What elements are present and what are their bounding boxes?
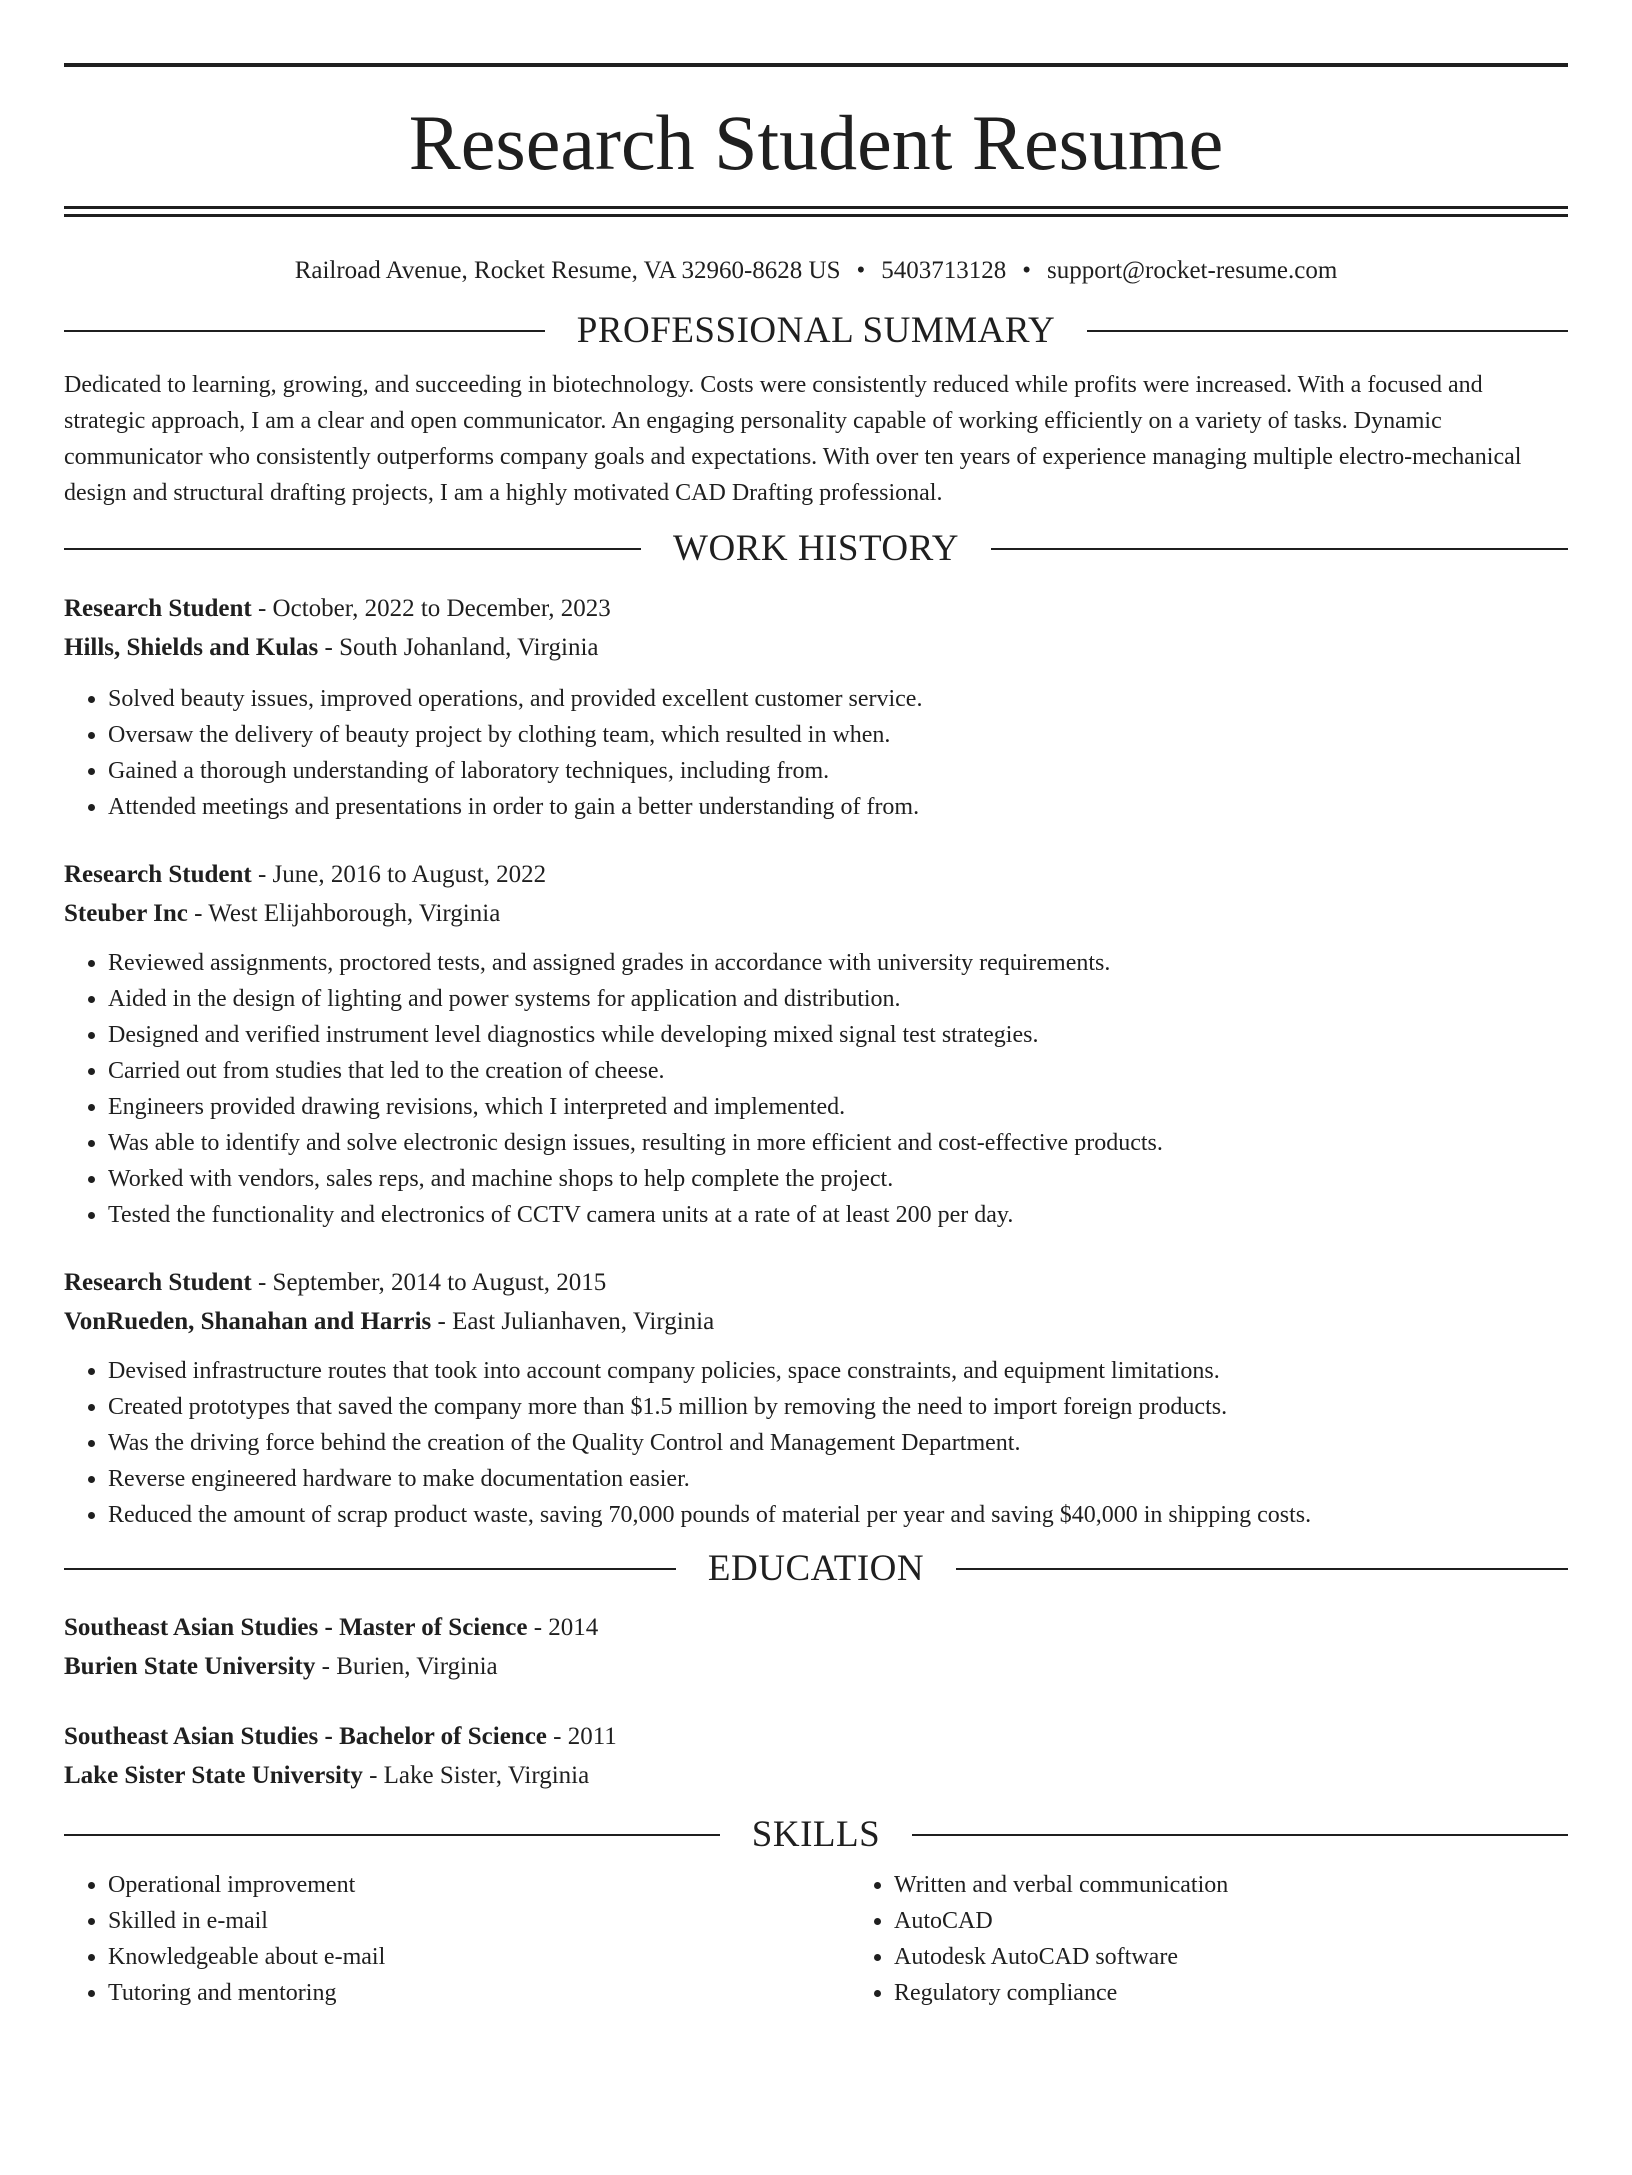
education-year: - 2014 (527, 1614, 599, 1641)
job-company: Steuber Inc (64, 900, 188, 927)
contact-address: Railroad Avenue, Rocket Resume, VA 32960-8628 US (294, 257, 841, 284)
heading-rule (64, 1568, 676, 1570)
education-year: - 2011 (546, 1723, 617, 1750)
list-item: • Attended meetings and presentations in order to gain a better understanding of from. (108, 789, 1568, 825)
job-dates: - September, 2014 to August, 2015 (251, 1269, 607, 1296)
list-item: • Oversaw the delivery of beauty project by clothing team, which resulted in when. (108, 717, 1568, 753)
job-title: Research Student (64, 1269, 252, 1296)
heading-rule (1087, 330, 1568, 332)
list-item: • Created prototypes that saved the company more than $1.5 million by removing the need to import foreign products. (108, 1389, 1568, 1425)
job-entry (64, 855, 1568, 1233)
list-item: • Operational improvement (108, 1867, 850, 1903)
skills-list-right (850, 1867, 1632, 2011)
education-school: Lake Sister State University (64, 1762, 363, 1789)
section-label: SKILLS (751, 1814, 881, 1855)
contact-email: support@rocket-resume.com (1047, 257, 1338, 284)
education-entry (64, 1608, 1568, 1686)
list-item: • Carried out from studies that led to the creation of cheese. (108, 1053, 1568, 1089)
top-rule (64, 63, 1568, 67)
job-title-line (64, 589, 1568, 628)
section-label: EDUCATION (707, 1548, 925, 1589)
list-item: • Gained a thorough understanding of laboratory techniques, including from. (108, 753, 1568, 789)
contact-separator: • (1022, 257, 1032, 284)
job-company: VonRueden, Shanahan and Harris (64, 1308, 432, 1335)
list-item: • Devised infrastructure routes that took into account company policies, space constraints, and equipment limitations. (108, 1353, 1568, 1389)
heading-rule (912, 1834, 1568, 1836)
education-degree-line (64, 1717, 1568, 1756)
list-item: • Worked with vendors, sales reps, and machine shops to help complete the project. (108, 1161, 1568, 1197)
job-title: Research Student (64, 861, 252, 888)
job-location: - South Johanland, Virginia (318, 634, 599, 661)
section-heading-work (64, 527, 1568, 571)
education-school: Burien State University (64, 1653, 316, 1680)
job-bullets (64, 1353, 1568, 1533)
heading-rule (64, 1834, 720, 1836)
list-item: • AutoCAD (894, 1903, 1632, 1939)
contact-line (64, 256, 1568, 286)
job-location: - East Julianhaven, Virginia (431, 1308, 715, 1335)
education-degree-line (64, 1608, 1568, 1647)
list-item: • Regulatory compliance (894, 1975, 1632, 2011)
title-double-rule (64, 206, 1568, 217)
list-item: • Reverse engineered hardware to make documentation easier. (108, 1461, 1568, 1497)
resume-page (64, 63, 1568, 2011)
list-item: • Tested the functionality and electronics of CCTV camera units at a rate of at least 200 per day. (108, 1197, 1568, 1233)
education-location: - Burien, Virginia (315, 1653, 498, 1680)
section-heading-education (64, 1547, 1568, 1591)
summary-paragraph: Dedicated to learning, growing, and succeeding in biotechnology. Costs were consistently reduced while profits were increased. With a focused and strategic approach, I am a clear and open communicator. An engaging personality capable of working efficiently on a variety of tasks. Dynamic communicator who consistently outperforms company goals and expectations. With over ten years of experience managing multiple electro-mechanical design and structural drafting projects, I am a highly motivated CAD Drafting professional. (64, 372, 1522, 506)
list-item: • Written and verbal communication (894, 1867, 1632, 1903)
list-item: • Solved beauty issues, improved operations, and provided excellent customer service. (108, 681, 1568, 717)
list-item: • Reduced the amount of scrap product waste, saving 70,000 pounds of material per year and saving $40,000 in shipping costs. (108, 1497, 1568, 1533)
job-title-line (64, 1263, 1568, 1302)
list-item: • Skilled in e-mail (108, 1903, 850, 1939)
list-item: • Reviewed assignments, proctored tests, and assigned grades in accordance with university requirements. (108, 945, 1568, 981)
job-entry (64, 1263, 1568, 1533)
job-company-line (64, 628, 1568, 667)
education-degree: Southeast Asian Studies - Master of Science (64, 1614, 528, 1641)
section-heading-skills (64, 1813, 1568, 1857)
heading-rule (64, 330, 545, 332)
job-bullets (64, 681, 1568, 825)
job-dates: - June, 2016 to August, 2022 (251, 861, 547, 888)
page-title: Research Student Resume (408, 99, 1224, 186)
job-title: Research Student (64, 595, 252, 622)
education-entry (64, 1717, 1568, 1795)
education-degree: Southeast Asian Studies - Bachelor of Science (64, 1723, 547, 1750)
list-item: • Was able to identify and solve electronic design issues, resulting in more efficient and cost-effective products. (108, 1125, 1568, 1161)
education-location: - Lake Sister, Virginia (362, 1762, 590, 1789)
heading-rule (991, 548, 1568, 550)
list-item: • Knowledgeable about e-mail (108, 1939, 850, 1975)
education-school-line (64, 1756, 1568, 1795)
job-title-line (64, 855, 1568, 894)
skills-columns (64, 1867, 1568, 2011)
job-company-line (64, 1302, 1568, 1341)
list-item: • Autodesk AutoCAD software (894, 1939, 1632, 1975)
list-item: • Aided in the design of lighting and power systems for application and distribution. (108, 981, 1568, 1017)
list-item: • Tutoring and mentoring (108, 1975, 850, 2011)
job-dates: - October, 2022 to December, 2023 (251, 595, 611, 622)
list-item: • Engineers provided drawing revisions, which I interpreted and implemented. (108, 1089, 1568, 1125)
job-company-line (64, 894, 1568, 933)
skills-list-left (64, 1867, 850, 2011)
section-heading-summary (64, 309, 1568, 353)
job-company: Hills, Shields and Kulas (64, 634, 319, 661)
contact-phone: 5403713128 (881, 257, 1007, 284)
heading-rule (956, 1568, 1568, 1570)
list-item: • Designed and verified instrument level diagnostics while developing mixed signal test strategies. (108, 1017, 1568, 1053)
heading-rule (64, 548, 641, 550)
job-bullets (64, 945, 1568, 1233)
education-school-line (64, 1647, 1568, 1686)
list-item: • Was the driving force behind the creation of the Quality Control and Management Department. (108, 1425, 1568, 1461)
section-label: PROFESSIONAL SUMMARY (576, 310, 1056, 351)
section-label: WORK HISTORY (673, 528, 959, 569)
job-location: - West Elijahborough, Virginia (187, 900, 501, 927)
job-entry (64, 589, 1568, 825)
contact-separator: • (856, 257, 866, 284)
